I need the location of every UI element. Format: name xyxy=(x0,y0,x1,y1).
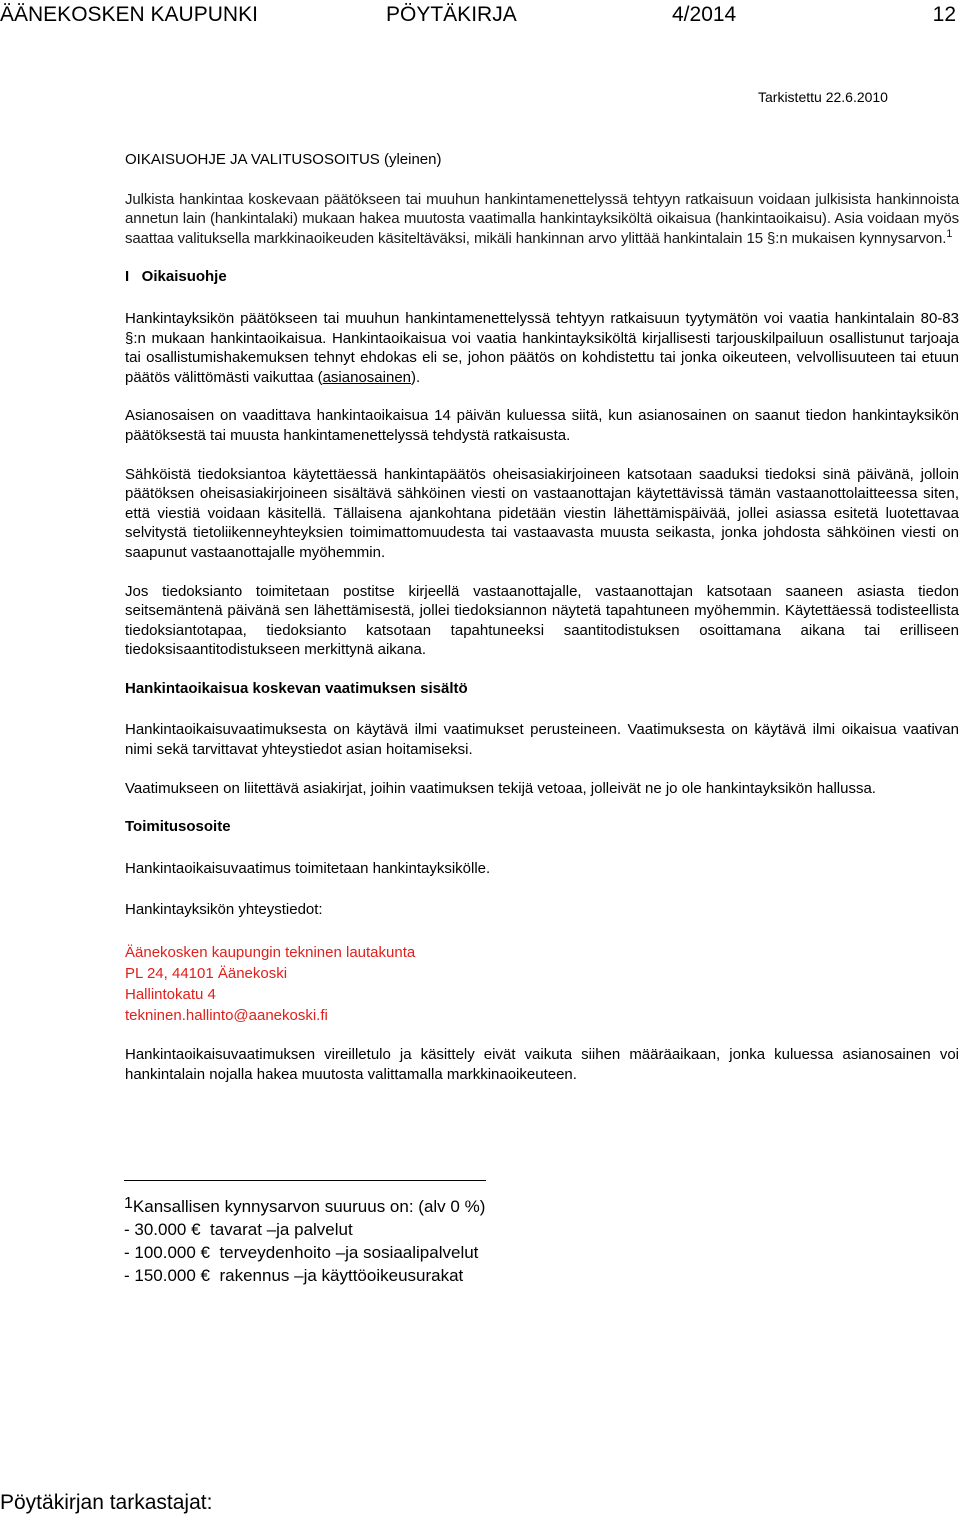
paragraph-2: Asianosaisen on vaadittava hankintaoikaisua 14 päivän kuluessa siitä, kun asianosainen on saanut tiedon hankintayksikön päätöksestä tai muusta hankintamenettelyssä tehdystä ratkaisusta. xyxy=(125,407,959,444)
footnote-line: - 150.000 € rakennus –ja käyttöoikeusurakat xyxy=(124,1266,464,1285)
intro-text-2: Asia voidaan myös saattaa valituksella markkinaoikeuden käsiteltäväksi, mikäli hankinnan arvo ylittää hankintalain 15 §:n mukaisen kynnysarvon. xyxy=(125,210,959,247)
header-city: ÄÄNEKOSKEN KAUPUNKI xyxy=(0,3,258,26)
header-doc-type: PÖYTÄKIRJA xyxy=(386,3,517,26)
footnote-number: 1 xyxy=(124,1195,133,1212)
header-doc-number: 4/2014 xyxy=(672,3,737,26)
paragraph-1-end: ). xyxy=(411,368,421,386)
footnote-intro-text: Kansallisen kynnysarvon suuruus on: (alv 0 %) xyxy=(132,1197,486,1216)
contact-email[interactable]: tekninen.hallinto@aanekoski.fi xyxy=(125,1007,328,1025)
page-footer: Pöytäkirjan tarkastajat: xyxy=(0,1491,213,1514)
footnotes xyxy=(124,1180,624,1287)
underlined-term: asianosainen xyxy=(322,368,411,386)
contact-po-box: PL 24, 44101 Äänekoski xyxy=(125,965,288,983)
footnote-line: - 100.000 € terveydenhoito –ja sosiaalipalvelut xyxy=(124,1243,479,1262)
contact-street: Hallintokatu 4 xyxy=(125,986,216,1004)
document-title: OIKAISUOHJE JA VALITUSOSOITUS (yleinen) xyxy=(125,151,442,168)
footnote-intro xyxy=(124,1195,624,1218)
page-header xyxy=(0,0,960,34)
section-heading-oikaisuohje xyxy=(125,267,959,287)
checked-date: Tarkistettu 22.6.2010 xyxy=(758,89,888,105)
footnote-ref: 1 xyxy=(946,227,953,240)
section-heading-content: Hankintaoikaisua koskevan vaatimuksen sisältö xyxy=(125,679,468,697)
intro-text-1: Julkista hankintaa koskevaan päätökseen tai muuhun hankintamenettelyssä tehtyyn ratkaisuun voidaan julkisista hankinnoista annetun lain (hankintalaki) mukaan hakea muutosta vaatimalla hankintayksiköltä oikaisua (hankintaoikaisu). xyxy=(125,190,959,228)
paragraph-4: Jos tiedoksianto toimitetaan postitse kirjeellä vastaanottajalle, vastaanottajan katsotaan saaneen asiasta tiedon seitsemäntenä päivänä sen lähettämisestä, jollei tiedoksiannon näytetä tapahtuneen myöhemmin. Käytettäessä todisteellista tiedoksiantotapaa, tiedoksianto katsotaan tapahtuneeksi saantitodistuksen osoittamana aikana tai erilliseen tiedoksisaantitodistukseen merkittynä aikana. xyxy=(125,582,959,659)
paragraph-8: Hankintayksikön yhteystiedot: xyxy=(125,901,323,919)
paragraph-7: Hankintaoikaisuvaatimus toimitetaan hankintayksikölle. xyxy=(125,859,491,877)
paragraph-5: Hankintaoikaisuvaatimuksesta on käytävä ilmi vaatimukset perusteineen. Vaatimuksesta on käytävä ilmi oikaisua vaativan nimi sekä tarvittavat yhteystiedot asian hoitamiseksi. xyxy=(125,721,959,759)
paragraph-6: Vaatimukseen on liitettävä asiakirjat, joihin vaatimuksen tekijä vetoaa, jolleivät ne jo ole hankintayksikön hallussa. xyxy=(125,779,876,797)
document-body xyxy=(125,150,959,1103)
section-heading-address: Toimitusosoite xyxy=(125,818,231,836)
footnote-divider xyxy=(124,1180,486,1181)
paragraph-1 xyxy=(125,309,959,387)
paragraph-1-text: Hankintayksikön päätökseen tai muuhun hankintamenettelyssä tehtyyn ratkaisuun tyytymätön voi vaatia hankintalain 80-83 §:n mukaan hankintaoikaisua. Hankintaoikaisua voi vaatia hankintayksiköltä kirjallisesti tarjouskilpailuun osallistunut tarjoaja tai osallistumishakemuksen tehnyt ehdokas eli se, johon päätös on kohdistettu tai jonka oikeuteen, velvollisuuteen tai etuun päätös välittömästi vaikuttaa ( xyxy=(125,309,959,386)
contact-name: Äänekosken kaupungin tekninen lautakunta xyxy=(125,944,416,962)
footnote-line: - 30.000 € tavarat –ja palvelut xyxy=(124,1220,353,1239)
header-page-number: 12 xyxy=(932,3,956,26)
paragraph-3: Sähköistä tiedoksiantoa käytettäessä hankintapäätös oheisasiakirjoineen katsotaan saaduksi tiedoksi sinä päivänä, jolloin päätöksen oheisasiakirjoineen sisältävä sähköinen viesti on vastaanottajan käytettävissä tämän vastaanottolaitteessa siten, että viestiä voidaan käsitellä. Tällaisena ajankohtana pidetään viestin lähettämispäivää, jollei asiassa esitetä luotettavaa selvitystä tietoliikenneyhteyksien toimimattomuudesta tai vastaavasta muusta seikasta, jonka johdosta sähköinen viesti on saapunut vastaanottajalle myöhemmin. xyxy=(125,465,959,561)
contact-block xyxy=(125,942,959,1026)
intro-paragraph xyxy=(125,190,959,249)
section-heading-text: I Oikaisuohje xyxy=(125,268,227,286)
paragraph-9: Hankintaoikaisuvaatimuksen vireilletulo ja käsittely eivät vaikuta siihen määräaikaan, jonka kuluessa asianosainen voi hankintalain nojalla hakea muutosta valittamalla markkinaoikeuteen. xyxy=(125,1046,959,1083)
